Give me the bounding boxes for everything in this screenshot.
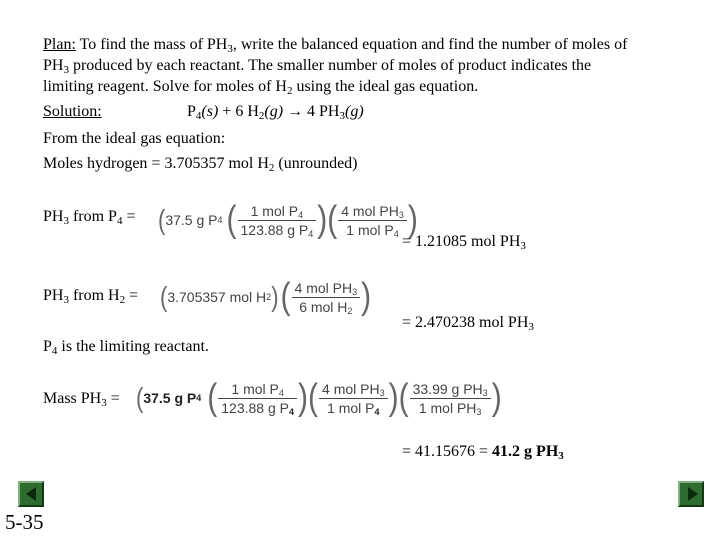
previous-slide-button[interactable] (18, 481, 44, 507)
next-slide-button[interactable] (678, 481, 704, 507)
ph3-from-p4-equation: ( 37.5 g P 4 ( $\frac{1 mol P_4}{123.88 g P_4}$ ) ( $\frac{4 mol PH_3}{1 mol P_4}$ ) (158, 198, 418, 240)
given-quantity: 37.5 g P 4 (165, 212, 223, 228)
molar-mass-factor: $\frac{33.99 g PH_3}{1 mol PH_3}$ (410, 380, 491, 417)
plan-line-1: Plan: To find the mass of $PH_3$, write the balanced equation and find the number of moles of (43, 36, 628, 55)
mole-ratio: $\frac{4 mol PH_3}{1 mol P_4}$ (338, 202, 407, 239)
plan-line-3: limiting reagent. Solve for moles of $H_2$ using the ideal gas equation. (43, 78, 479, 97)
prev-arrow-icon (26, 487, 36, 501)
balanced-equation: $P_4(s) + 6$ $H_2(g) \to 4$ $PH_3(g)$ (187, 103, 364, 122)
ph3-from-p4-label: $PH_3$ from $P_4$ = (43, 208, 136, 227)
given-quantity: 3.705357 mol H 2 (167, 289, 272, 305)
mole-ratio: $\frac{4 mol PH_3}{1 mol P_4}$ (319, 380, 388, 417)
ph3-from-p4-result: = 1.21085 mol $PH_3$ (402, 233, 526, 252)
conversion-factor: $\frac{1 mol P_4}{123.88 g P_4}$ (218, 380, 297, 417)
slide-number: 5-35 (5, 510, 44, 534)
ideal-gas-line: From the ideal gas equation: (43, 130, 226, 147)
solution-label: Solution: (43, 103, 102, 120)
limiting-reactant-line: $P_4$ is the limiting reactant. (43, 338, 209, 357)
ph3-from-h2-equation: ( 3.705357 mol H 2 ) ( $\frac{4 mol PH_3}{6 mol H_2}$ ) (160, 275, 372, 317)
mass-ph3-result: = 41.15676 = 41.2 g $PH_3$ (402, 443, 564, 462)
ph3-from-h2-result: = 2.470238 mol $PH_3$ (402, 314, 534, 333)
mass-ph3-label: Mass $PH_3$ = (43, 390, 120, 409)
mass-ph3-equation: ( 37.5 g P 4 ( $\frac{1 mol P_4}{123.88 g P_4}$ ) ( $\frac{4 mol PH_3}{1 mol P_4}$ ) ( $\frac{33.99 g PH_3}{1 mol PH_3}$ ) (136, 376, 502, 418)
plan-line-2: $PH_3$ produced by each reactant. The smaller number of moles of product indicates the (43, 57, 592, 76)
mole-ratio: $\frac{4 mol PH_3}{6 mol H_2}$ (292, 279, 361, 316)
ph3-from-h2-label: $PH_3$ from $H_2$ = (43, 287, 139, 306)
conversion-factor: $\frac{1 mol P_4}{123.88 g P_4}$ (238, 202, 317, 239)
next-arrow-icon (688, 487, 698, 501)
given-quantity: 37.5 g P 4 (143, 390, 202, 406)
moles-hydrogen-line: Moles hydrogen = 3.705357 mol $H_2$ (unrounded) (43, 155, 358, 174)
plan-label: Plan: (43, 36, 76, 53)
